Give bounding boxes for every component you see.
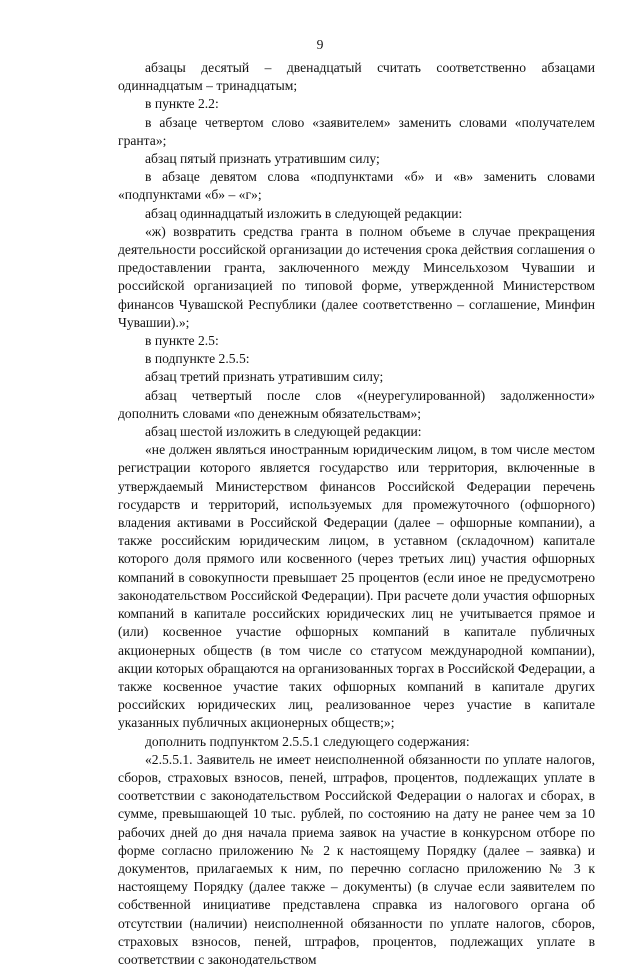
paragraph: абзац шестой изложить в следующей редакции:	[145, 424, 422, 440]
paragraph: «не должен являться иностранным юридическим лицом, в том числе местом регистрации которого является государство или территория, включенные в утверждаемый Министерством финансов Российской Федерации перечень государств и территорий, используемых для промежуточного (офшорного) владения активами в Российской Федерации (далее – офшорные компании), а также российским юридическим лицом, в уставном (складочном) капитале которого доля прямого или косвенного (через третьих лиц) участия офшорных компаний в совокупности превышает 25 процентов (если иное не предусмотрено законодательством Российской Федерации). При расчете доли участия офшорных компаний в капитале российских юридических лиц не учитывается прямое и (или) косвенное участие офшорных компаний в капитале публичных акционерных обществ (в том числе со статусом международной компании), акции которых обращаются на организованных торгах в Российской Федерации, а также косвенное участие таких офшорных компаний в капитале других российских юридических лиц, реализованное через участие в капитале указанных публичных акционерных обществ;»;	[118, 442, 595, 731]
document-body	[118, 59, 595, 969]
paragraph: в пункте 2.5:	[145, 333, 219, 349]
paragraph: в абзаце четвертом слово «заявителем» заменить словами «получателем гранта»;	[118, 114, 595, 148]
paragraph: в пункте 2.2:	[145, 96, 219, 112]
paragraph: абзацы десятый – двенадцатый считать соответственно абзацами одиннадцатым – тринадцатым;	[118, 60, 595, 94]
page-number: 9	[316, 37, 324, 52]
paragraph: дополнить подпунктом 2.5.5.1 следующего содержания:	[145, 733, 470, 749]
paragraph: абзац третий признать утратившим силу;	[145, 369, 384, 385]
paragraph: в подпункте 2.5.5:	[145, 351, 250, 367]
paragraph: в абзаце девятом слова «подпунктами «б» и «в» заменить словами «подпунктами «б» – «г»;	[118, 169, 595, 203]
paragraph: абзац одиннадцатый изложить в следующей редакции:	[145, 205, 463, 221]
paragraph: «2.5.5.1. Заявитель не имеет неисполненной обязанности по уплате налогов, сборов, страховых взносов, пеней, штрафов, процентов, подлежащих уплате в соответствии с законодательством Российской Федерации о налогах и сборах, в сумме, превышающей 10 тыс. рублей, по состоянию на дату не ранее чем за 10 рабочих дней до дня начала приема заявок на участие в конкурсном отборе по форме согласно приложению № 2 к настоящему Порядку (далее – заявка) и документов, прилагаемых к ним, по перечню согласно приложению № 3 к настоящему Порядку (далее также – документы) (в случае если заявителем по собственной инициативе представлена справка из налогового органа об отсутствии (наличии) неисполненной обязанности по уплате налогов, сборов, страховых взносов, пеней, штрафов, процентов, подлежащих уплате в соответствии с законодательством	[118, 751, 595, 967]
paragraph: «ж) возвратить средства гранта в полном объеме в случае прекращения деятельности российской организации до истечения срока действия соглашения о предоставлении гранта, заключенного между Минсельхозом Чувашии и российской организацией по типовой форме, утвержденной Министерством финансов Чувашской Республики (далее соответственно – соглашение, Минфин Чувашии).»;	[118, 223, 595, 330]
paragraph: абзац пятый признать утратившим силу;	[145, 151, 380, 167]
paragraph: абзац четвертый после слов «(неурегулированной) задолженности» дополнить словами «по денежным обязательствам»;	[118, 387, 595, 421]
